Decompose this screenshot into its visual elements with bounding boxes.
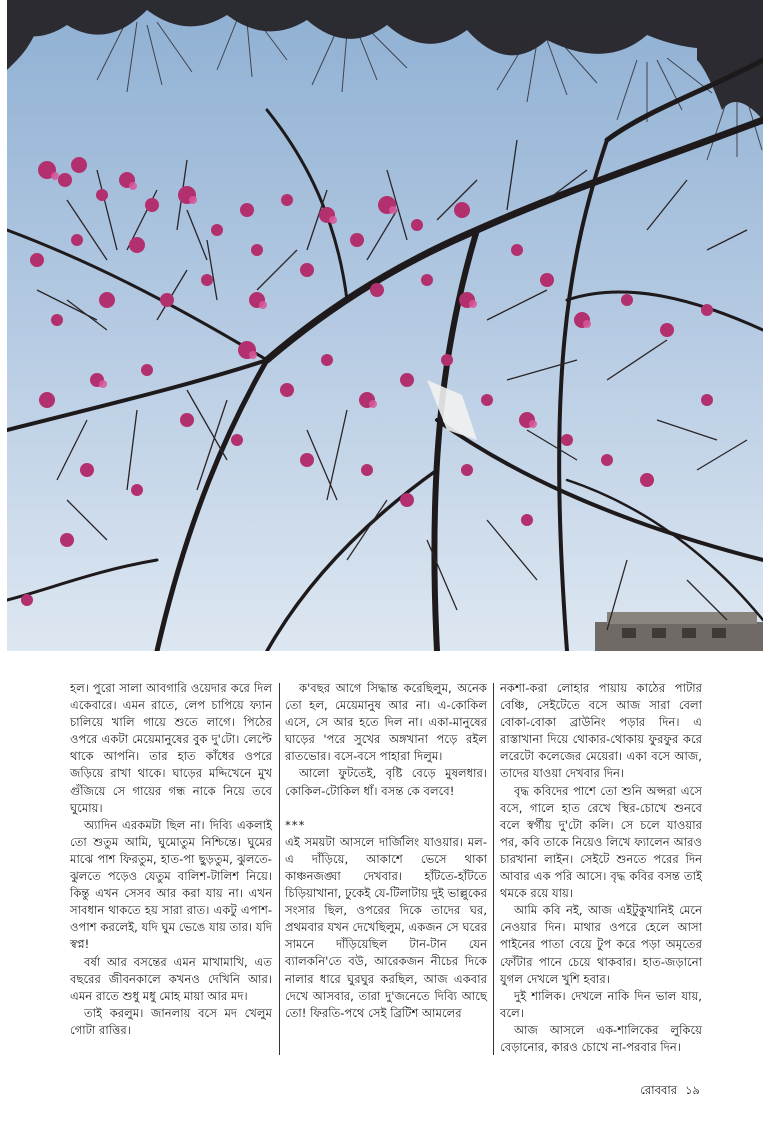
paragraph: আজ আসলে এক-শালিকের লুকিয়ে বেড়ানোর, কারও চোখে না-পরবার দিন।: [500, 1022, 702, 1054]
page-footer: [632, 1082, 700, 1101]
paragraph: বর্ষা আর বসন্তের এমন মাখামাখি, এত বছরের জীবনকালে কখনও দেখিনি আর। এমন রাতে শুধু মধু মোহ মায়া আর মদ।: [70, 954, 272, 1003]
paragraph: আমি কবি নই, আজ এইটুকুখানিই মেনে নেওয়ার দিন। মাথার ওপরে হেলে আসা পাইনের পাতা বেয়ে টুপ করে পড়া অমৃতের ফোঁটার পানে চেয়ে থাকবার। হাত-জড়ানো যুগল দেখলে খুশি হবার।: [500, 903, 702, 986]
paragraph: এই সময়টা আসলে দার্জিলিং যাওয়ার। মল-এ দাঁড়িয়ে, আকাশে ভেসে থাকা কাঞ্চনজঙ্ঘা দেখবার। হাঁটতে-হাঁটতে চিড়িয়াখানা, ঢুকেই যে-টিলাটায় দুই ভাল্লুকের সংসার ছিল, ওপরের দিকে তাদের ঘর, প্রথমবার যখন দেখেছিলুম, একজন সে ঘরের সামনে দাঁড়িয়েছিল টান-টান যেন ব্যালকনি'তে বউ, আরেকজন নীচের দিকে নালার ধারে ঘুরঘুর করছিল, আজ একবার দেখে আসবার, তারা দু'জনেতে দিব্যি আছে তো! ফিরতি-পথে সেই ব্রিটিশ আমলের: [285, 834, 487, 1020]
column-1: [70, 680, 272, 1039]
column-3: [500, 680, 702, 1056]
paragraph: নকশা-করা লোহার পায়ায় কাঠের পাটার বেঞ্চি, সেইটেতে বসে আজ সারা বেলা বোকা-বোকা ব্রাউনিং পড়ার দিন। এ রাস্তাখানা দিয়ে থোকার-থোকায় ফুরফুর করে লরেটো কলেজের মেয়েরা। একা বসে আজ, তাদের যাওয়া দেখবার দিন।: [500, 681, 702, 781]
paragraph: বৃদ্ধ কবিদের পাশে তো শুনি অপ্সরা এসে বসে, গালে হাত রেখে স্থির-চোখে শুনবে বলে স্বর্গীয় দু'টো কলি। সে চলে যাওয়ার পর, কবি তাকে নিয়েও লিখে ফ্যালেন আরও চারখানা লাইন। সেইটে শুনতে পরের দিন আবার এক পরি আসে। বৃদ্ধ কবির বসন্ত তাই থমকে রয়ে যায়।: [500, 783, 702, 901]
page-number: ১৯: [685, 1083, 700, 1097]
building: [595, 612, 763, 651]
paragraph: অ্যাদিন এরকমটা ছিল না। দিব্যি একলাই তো শুতুম আমি, ঘুমোতুম নিশ্চিন্তে। ঘুমের মাঝে পাশ ফিরতুম, হাত-পা ছুড়তুম, ঝুলতে-ঝুলতে পড়েও যেতুম বালিশ-টালিশ নিয়ে। কিন্তু এখন সেসব আর করা যায় না। এখন সাবধান থাকতে হয় সারা রাত। একটু এপাশ-ওপাশ করলেই, যদি ঘুম ভেঙে যায় তার। যদি স্বপ্ন!: [70, 817, 272, 952]
tree-photo-illustration: [7, 0, 763, 651]
paragraph: আলো ফুটতেই, বৃষ্টি বেড়ে মুষলধার। কোকিল-টোকিল ধাঁ। বসন্ত কে বলবে!: [285, 766, 487, 798]
column-2: [285, 680, 487, 1022]
tree-photo: [7, 0, 763, 651]
section-break: ***: [285, 817, 306, 832]
paragraph: দুই শালিক। দেখলে নাকি দিন ভাল যায়, বলে।: [500, 988, 702, 1020]
paragraph: হল। পুরো সালা আবগারি ওয়েদার করে দিল একেবারে। এমন রাতে, লেপ চাপিয়ে ফ্যান চালিয়ে খালি গায়ে শুতে লাগে। পিঠের ওপরে একটা মেয়েমানুষের বুক দু'টো। লেপ্টে থাকে আপনি। তার হাত কাঁধের ওপরে জড়িয়ে রাখা থাকে। ঘাড়ের মদ্দিখেনে মুখ গুঁজিয়ে সে গায়ের গন্ধ নাকে নিয়ে তবে ঘুমোয়।: [70, 681, 272, 815]
paragraph: ক'বছর আগে সিদ্ধান্ত করেছিলুম, অনেক তো হল, মেয়েমানুষ আর না। এ-কোকিল এসে, সে আর হতে দিল না। একা-মানুষের ঘাড়ের 'পরে সুখের অঙ্গখানা পড়ে রইল রাতভোর। বসে-বসে পাহারা দিলুম।: [285, 681, 487, 764]
magazine-name: রোববার: [640, 1083, 678, 1097]
sky: [7, 0, 763, 651]
paragraph: তাই করলুম। জানলায় বসে মদ খেলুম গোটা রাত্তির।: [70, 1005, 272, 1037]
article-body: [70, 680, 702, 1060]
